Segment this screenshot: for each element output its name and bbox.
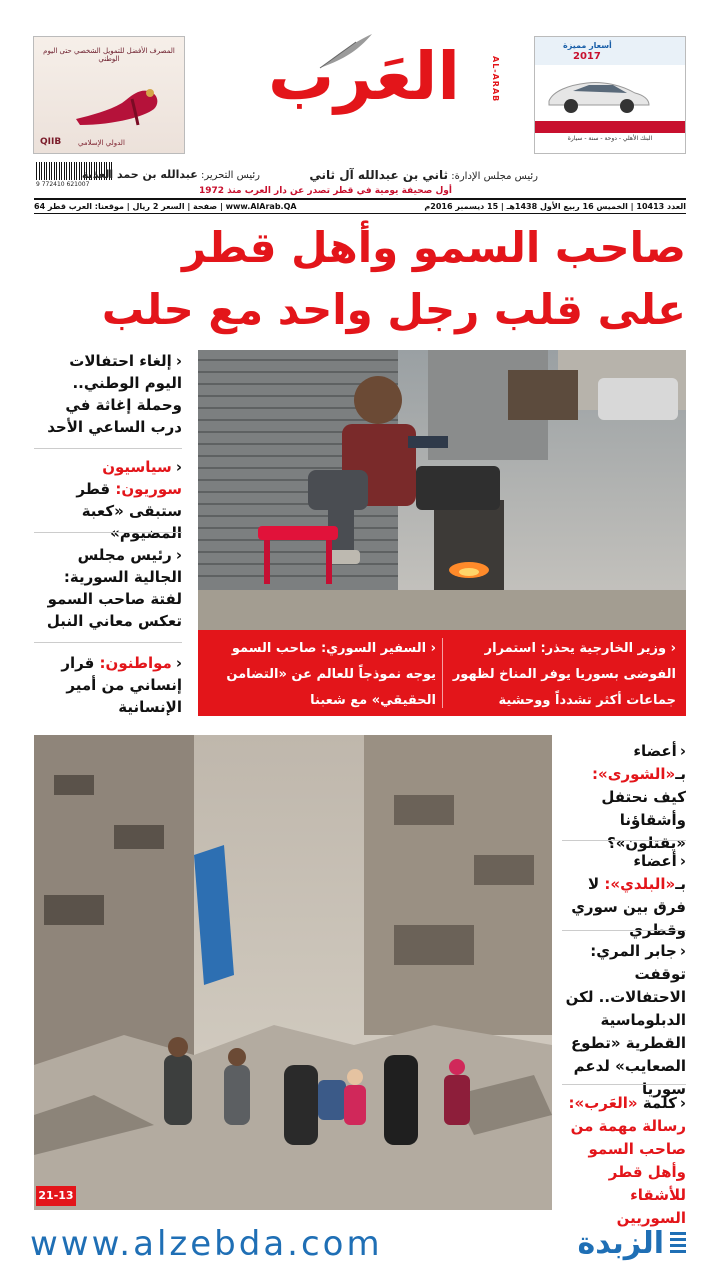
headline-line-2[interactable]: على قلب رجل واحد مع حلب [101,285,686,334]
sidebar-story-shura[interactable] [562,740,686,855]
divider [442,638,443,708]
right-sidebar [562,740,686,1227]
editor-label: رئيس التحرير: [200,170,260,181]
sidebar-story-baladi[interactable] [562,850,686,942]
sidebar-story-1[interactable] [34,350,182,438]
chevron-left-icon: ‹ [679,742,686,760]
chevron-left-icon: ‹ [666,641,676,656]
story-label: أعضاء بـ [633,742,686,783]
sidebar-story-jaber[interactable] [562,940,686,1101]
chevron-left-icon: ‹ [175,458,182,476]
since-line: أول صحيفة يومية في قطر تصدر عن دار العرب منذ 1972 [198,186,452,196]
chairman-label: رئيس مجلس الإدارة: [451,171,538,182]
photo-illustration [198,350,686,630]
chevron-left-icon: ‹ [679,852,686,870]
qiib-arabic: الدولي الإسلامي [78,139,125,147]
sidebar-story-editorial[interactable] [562,1092,686,1230]
ad-small-text: البنك الأهلي - دوحة - سنة - سيارة [567,135,653,142]
advertisement-qiib[interactable] [33,36,185,154]
red-story-text: وزير الخارجية يحذر: استمرار الفوضى بسوريا يوفر المناخ لظهور جماعات أكثر تشدداً ووحشية [452,641,676,708]
divider [34,448,182,449]
chevron-left-icon: ‹ [175,546,182,564]
story-text: كيف نحتفل وأشقاؤنا «يقتلون»؟ [601,788,686,852]
chevron-left-icon: ‹ [175,654,182,672]
sidebar-story-3[interactable] [34,544,182,632]
red-subheadline-bar [198,630,686,716]
red-story-1[interactable] [446,636,676,714]
sidebar-story-2[interactable] [34,456,182,544]
ad-text: المصرف الأفضل للتمويل الشخصي حتى اليوم الوطني [43,47,175,63]
footer-url-link[interactable]: www.alzebda.com [30,1224,383,1264]
divider [562,1084,686,1085]
chevron-left-icon: ‹ [679,942,686,960]
story-label: كلمة [642,1094,677,1112]
divider [34,642,182,643]
divider [562,930,686,931]
story-label: أعضاء بـ [633,852,686,893]
story-text: جابر المري: توقفت الاحتفالات.. لكن الدبلوماسية القطرية «تطوع الصعايب» لدعم سوريا [565,942,686,1098]
editor-name: عبدالله بن حمد العذبة [81,168,198,181]
story-text: رئيس مجلس الجالية السورية: لفتة صاحب السمو تعكس معاني النبل [46,546,182,630]
sidebar-story-4[interactable] [34,652,182,718]
divider [562,840,686,841]
photo-illustration [34,735,552,1210]
headline-line-1[interactable]: صاحب السمو وأهل قطر [182,223,686,272]
editor-line [82,168,260,181]
story-label: سياسيون سوريون: [102,458,182,498]
story-label-red: «البلدي»: [604,875,676,893]
barcode-number: 9 772410 621007 [36,181,90,188]
masthead [232,38,500,138]
divider [34,532,182,533]
chairman-line [309,168,538,182]
second-photo-aleppo-ruins[interactable] [34,735,552,1210]
left-sidebar [34,350,182,720]
chevron-left-icon: ‹ [426,641,436,656]
main-photo-boy-cooking[interactable] [198,350,686,630]
issue-info-bar [34,198,686,214]
page-reference-tag: 21-13 [36,1186,76,1206]
footer [0,1224,720,1268]
advertisement-car[interactable] [534,36,686,154]
story-text: لا فرق بين سوري وقطري [571,875,686,939]
shoe-image [72,85,164,129]
logo-latin: AL-ARAB [491,56,500,103]
issue-line: العدد 10413 | الخميس 16 ربيع الأول 1438هـ | 15 ديسمبر 2016م [424,202,686,211]
qiib-logo: QIIB [40,137,62,147]
red-story-text: السفير السوري: صاحب السمو يوجه نموذجاً للعالم عن «التضامن الحقيقي» مع شعبنا [226,641,436,708]
story-text: قرار إنساني من أمير الإنسانية [61,654,182,716]
site-line: 64 صفحة | السعر 2 ريال | موقعنا: العرب قطر | www.AlArab.QA [34,202,297,211]
footer-logo-mark-icon [670,1232,686,1254]
ad-year: 2017 [573,51,601,62]
ad-red-band [535,121,685,133]
story-text: إلغاء احتفالات اليوم الوطني.. وحملة إغاثة في درب الساعي الأحد [47,352,182,436]
chairman-name: ثاني بن عبدالله آل ثاني [309,168,449,182]
story-text: قطر ستبقى «كعبة المضيوم» [76,480,182,542]
ad-title: أسعار مميزة [563,41,612,50]
footer-logo[interactable]: الزبدة [577,1226,664,1261]
chevron-left-icon: ‹ [175,352,182,370]
newspaper-logo: العَرب [267,38,460,115]
story-label-red: «الشورى»: [592,765,676,783]
story-label-red: «العَرب»: [568,1094,638,1112]
story-label: مواطنون: [99,654,172,672]
car-image [543,71,653,115]
chevron-left-icon: ‹ [679,1094,686,1112]
story-text: رسالة مهمة من صاحب السمو وأهل قطر للأشقاء السوريين [570,1117,686,1227]
red-story-2[interactable] [206,636,436,714]
